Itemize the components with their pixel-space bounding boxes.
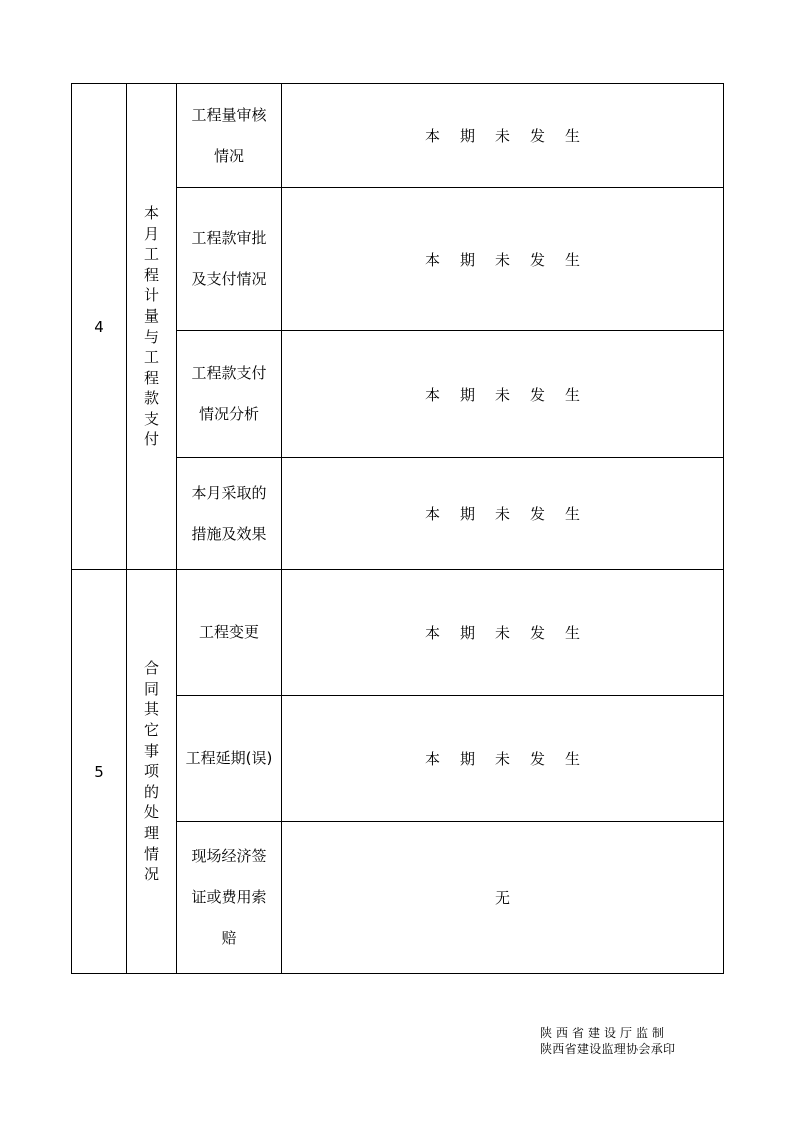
footer-printer: 陕西省建设监理协会承印 xyxy=(540,1042,676,1056)
row-item-label: 工程延期(误) xyxy=(177,696,282,822)
row-item-value: 本期未发生 xyxy=(282,696,724,822)
row-item-value: 无 xyxy=(282,822,724,974)
section-number: 5 xyxy=(72,570,127,974)
row-item-label: 工程款审批及支付情况 xyxy=(177,188,282,331)
table-row xyxy=(72,84,724,188)
row-item-value: 本期未发生 xyxy=(282,84,724,188)
footer-supervisor: 陕西省建设厅监制 xyxy=(540,1026,669,1040)
section-category: 本月工程计量与工程款支付 xyxy=(127,84,177,570)
row-item-label: 工程款支付情况分析 xyxy=(177,331,282,458)
row-item-label: 现场经济签证或费用索赔 xyxy=(177,822,282,974)
section-category: 合同其它事项的处理情况 xyxy=(127,570,177,974)
row-item-value: 本期未发生 xyxy=(282,331,724,458)
report-table xyxy=(71,83,724,974)
row-item-label: 工程量审核情况 xyxy=(177,84,282,188)
row-item-value: 本期未发生 xyxy=(282,188,724,331)
row-item-label: 工程变更 xyxy=(177,570,282,696)
row-item-value: 本期未发生 xyxy=(282,458,724,570)
row-item-value: 本期未发生 xyxy=(282,570,724,696)
section-number: 4 xyxy=(72,84,127,570)
row-item-label: 本月采取的措施及效果 xyxy=(177,458,282,570)
footer-imprint xyxy=(540,1025,675,1057)
table-row xyxy=(72,570,724,696)
